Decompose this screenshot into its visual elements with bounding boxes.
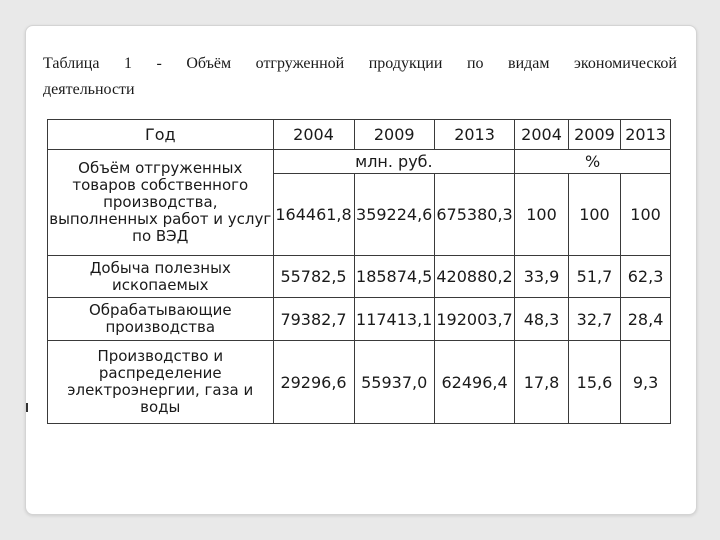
units-abs: млн. руб. (273, 150, 515, 174)
header-row (48, 120, 671, 150)
header-year-5: 2009 (568, 120, 620, 150)
cell-value: 117413,1 (354, 298, 434, 341)
data-table (47, 119, 671, 424)
cell-value: 420880,2 (434, 256, 514, 298)
units-pct: % (515, 150, 671, 174)
cell-value: 51,7 (568, 256, 620, 298)
cell-value: 17,8 (515, 341, 569, 424)
table-caption (43, 51, 677, 103)
cell-value: 192003,7 (434, 298, 514, 341)
header-year-6: 2013 (621, 120, 671, 150)
caption-line-2: деятельности (43, 81, 135, 98)
cell-value: 15,6 (568, 341, 620, 424)
cell-value: 62496,4 (434, 341, 514, 424)
cell-value: 100 (568, 174, 620, 256)
cell-value: 9,3 (621, 341, 671, 424)
cell-value: 100 (515, 174, 569, 256)
row-label-4: Производство и распределение электроэнергии, газа и воды (48, 341, 274, 424)
cell-value: 79382,7 (273, 298, 354, 341)
table-row (48, 341, 671, 424)
row-label-1: Объём отгруженных товаров собственного производства, выполненных работ и услуг по ВЭД (48, 150, 274, 256)
cell-value: 48,3 (515, 298, 569, 341)
header-year-3: 2013 (434, 120, 514, 150)
header-year-2: 2009 (354, 120, 434, 150)
table-row (48, 298, 671, 341)
cell-value: 675380,3 (434, 174, 514, 256)
row-label-2: Добыча полезных ископаемых (48, 256, 274, 298)
table-row (48, 256, 671, 298)
header-year-1: 2004 (273, 120, 354, 150)
header-label: Год (48, 120, 274, 150)
header-year-4: 2004 (515, 120, 569, 150)
units-row (48, 150, 671, 174)
cell-value: 29296,6 (273, 341, 354, 424)
cell-value: 359224,6 (354, 174, 434, 256)
cell-value: 62,3 (621, 256, 671, 298)
cell-value: 55782,5 (273, 256, 354, 298)
data-table-container (47, 119, 671, 423)
cell-value: 55937,0 (354, 341, 434, 424)
cell-value: 28,4 (621, 298, 671, 341)
cell-value: 100 (621, 174, 671, 256)
cell-value: 164461,8 (273, 174, 354, 256)
row-label-3: Обрабатывающие производства (48, 298, 274, 341)
cell-value: 32,7 (568, 298, 620, 341)
cell-value: 33,9 (515, 256, 569, 298)
caption-line-1: Таблица 1 - Объём отгруженной продукции по видам экономической (43, 55, 677, 72)
slide (25, 25, 697, 515)
cursor-mark (26, 403, 28, 412)
cell-value: 185874,5 (354, 256, 434, 298)
